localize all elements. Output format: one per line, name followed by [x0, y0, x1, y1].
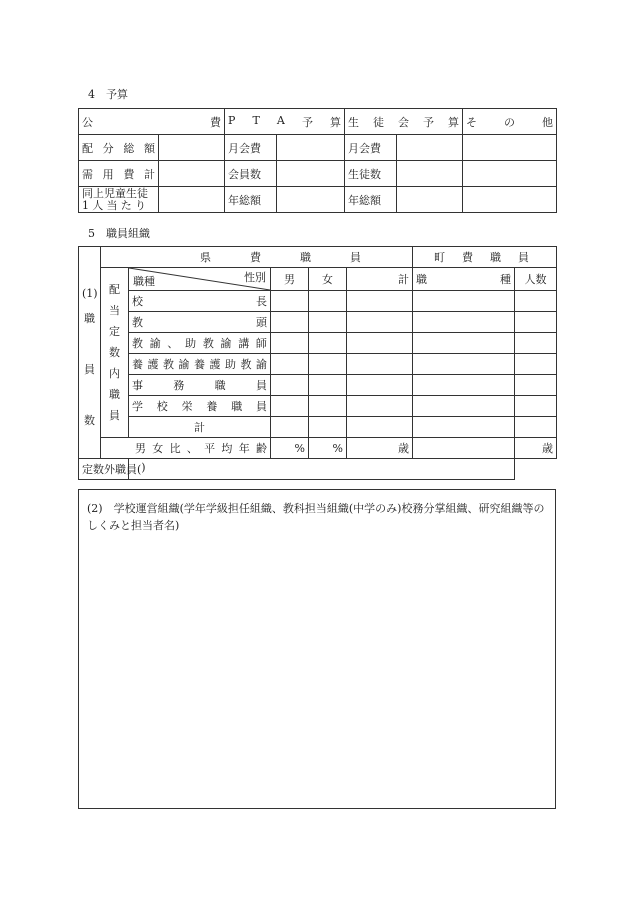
male-cell[interactable] — [271, 312, 309, 333]
per-student-cell[interactable] — [159, 187, 225, 213]
town-average-age-cell[interactable]: 歳 — [515, 438, 557, 459]
male-percent-cell[interactable]: % — [271, 438, 309, 459]
allocated-staff-vertical-label: 配 当 定 数 内 職 員 — [101, 268, 129, 438]
section-4-heading: 4 予算 — [88, 88, 128, 101]
per-student-label: 同上児童生徒 1 人 当 た り — [79, 187, 159, 213]
pta-budget-header: P T A 予 算 — [225, 109, 345, 135]
table-row — [79, 312, 557, 333]
gender-label: 性別 — [244, 271, 266, 284]
pta-monthly-fee-cell[interactable] — [277, 135, 345, 161]
table-row — [79, 417, 557, 438]
gender-ratio-age-label: 男 女 比 、 平 均 年 齢 — [101, 438, 271, 459]
town-job-cell[interactable] — [413, 333, 515, 354]
headcount-cell[interactable] — [515, 354, 557, 375]
table-row — [79, 459, 557, 480]
town-job-type-header: 職 種 — [413, 268, 515, 291]
male-header: 男 — [271, 268, 309, 291]
non-quota-staff-cell[interactable] — [129, 459, 515, 480]
total-header: 計 — [347, 268, 413, 291]
diagonal-header-cell — [129, 268, 271, 291]
pta-annual-total-cell[interactable] — [277, 187, 345, 213]
female-cell[interactable] — [309, 291, 347, 312]
budget-row — [79, 187, 557, 213]
demand-cost-total-cell[interactable] — [159, 161, 225, 187]
budget-row — [79, 135, 557, 161]
headcount-cell[interactable] — [515, 375, 557, 396]
budget-row — [79, 161, 557, 187]
table-row — [79, 396, 557, 417]
total-cell[interactable] — [347, 375, 413, 396]
female-cell[interactable] — [309, 396, 347, 417]
student-count-label: 生徒数 — [345, 161, 397, 187]
total-cell[interactable] — [347, 291, 413, 312]
table-row — [79, 291, 557, 312]
male-cell[interactable] — [271, 396, 309, 417]
principal-label: 校 長 — [129, 291, 271, 312]
pta-annual-total-label: 年総額 — [225, 187, 277, 213]
town-job-cell[interactable] — [413, 354, 515, 375]
male-cell[interactable] — [271, 375, 309, 396]
prefectural-staff-header: 県 費 職 員 — [101, 247, 413, 268]
student-monthly-fee-label: 月会費 — [345, 135, 397, 161]
table-row — [79, 333, 557, 354]
table-row — [79, 375, 557, 396]
female-percent-cell[interactable]: % — [309, 438, 347, 459]
headcount-cell[interactable] — [515, 396, 557, 417]
student-council-budget-header: 生 徒 会 予 算 — [345, 109, 463, 135]
headcount-header: 人数 — [515, 268, 557, 291]
male-cell[interactable] — [271, 291, 309, 312]
subtotal-label: 計 — [129, 417, 271, 438]
headcount-cell[interactable] — [515, 333, 557, 354]
nutrition-staff-label: 学 校 栄 養 職 員 — [129, 396, 271, 417]
total-cell[interactable] — [347, 417, 413, 438]
table-row — [79, 438, 557, 459]
pta-monthly-fee-label: 月会費 — [225, 135, 277, 161]
staff-count-vertical-label: (1) 職 員 数 — [79, 247, 101, 459]
budget-header-row — [79, 109, 557, 135]
clerical-staff-label: 事 務 職 員 — [129, 375, 271, 396]
female-cell[interactable] — [309, 417, 347, 438]
staff-header-row — [79, 247, 557, 268]
male-cell[interactable] — [271, 354, 309, 375]
total-cell[interactable] — [347, 354, 413, 375]
pta-member-count-label: 会員数 — [225, 161, 277, 187]
allocation-total-label: 配 分 総 額 — [79, 135, 159, 161]
total-cell[interactable] — [347, 312, 413, 333]
vice-principal-label: 教 頭 — [129, 312, 271, 333]
allocation-total-cell[interactable] — [159, 135, 225, 161]
pta-member-count-cell[interactable] — [277, 161, 345, 187]
headcount-cell[interactable] — [515, 417, 557, 438]
female-cell[interactable] — [309, 312, 347, 333]
nurse-teacher-label: 養 護 教 諭 養 護 助 教 諭 — [129, 354, 271, 375]
staff-table — [78, 246, 557, 480]
school-organization-box[interactable] — [78, 489, 556, 809]
female-header: 女 — [309, 268, 347, 291]
town-staff-header: 町 費 職 員 — [413, 247, 557, 268]
demand-cost-total-label: 需 用 費 計 — [79, 161, 159, 187]
student-monthly-fee-cell[interactable] — [397, 135, 463, 161]
student-annual-total-label: 年総額 — [345, 187, 397, 213]
teacher-label: 教 諭 、 助 教 諭 講 師 — [129, 333, 271, 354]
staff-column-header-row — [79, 268, 557, 291]
female-cell[interactable] — [309, 333, 347, 354]
other-header: そ の 他 — [463, 109, 557, 135]
other-cell[interactable] — [463, 161, 557, 187]
headcount-cell[interactable] — [515, 312, 557, 333]
town-job-cell[interactable] — [413, 312, 515, 333]
average-age-cell[interactable]: 歳 — [347, 438, 413, 459]
student-count-cell[interactable] — [397, 161, 463, 187]
female-cell[interactable] — [309, 354, 347, 375]
headcount-cell[interactable] — [515, 291, 557, 312]
total-cell[interactable] — [347, 396, 413, 417]
town-job-cell[interactable] — [413, 417, 515, 438]
budget-table — [78, 108, 557, 213]
male-cell[interactable] — [271, 333, 309, 354]
other-cell[interactable] — [463, 135, 557, 161]
other-cell[interactable] — [463, 187, 557, 213]
town-job-cell[interactable] — [413, 375, 515, 396]
section-5-heading: 5 職員組織 — [88, 227, 150, 240]
total-cell[interactable] — [347, 333, 413, 354]
school-organization-text: (2) 学校運営組織(学年学級担任組織、教科担当組織(中学のみ)校務分掌組織、研究組織等のしくみと担当者名) — [87, 502, 545, 532]
student-annual-total-cell[interactable] — [397, 187, 463, 213]
table-row — [79, 354, 557, 375]
town-job-cell[interactable] — [413, 396, 515, 417]
town-job-cell[interactable] — [413, 291, 515, 312]
public-expense-header: 公 費 — [79, 109, 225, 135]
non-quota-staff-label: 定数外職員( ) — [79, 459, 129, 480]
female-cell[interactable] — [309, 375, 347, 396]
town-job-cell[interactable] — [413, 438, 515, 459]
job-type-label: 職種 — [133, 275, 155, 288]
male-cell[interactable] — [271, 417, 309, 438]
